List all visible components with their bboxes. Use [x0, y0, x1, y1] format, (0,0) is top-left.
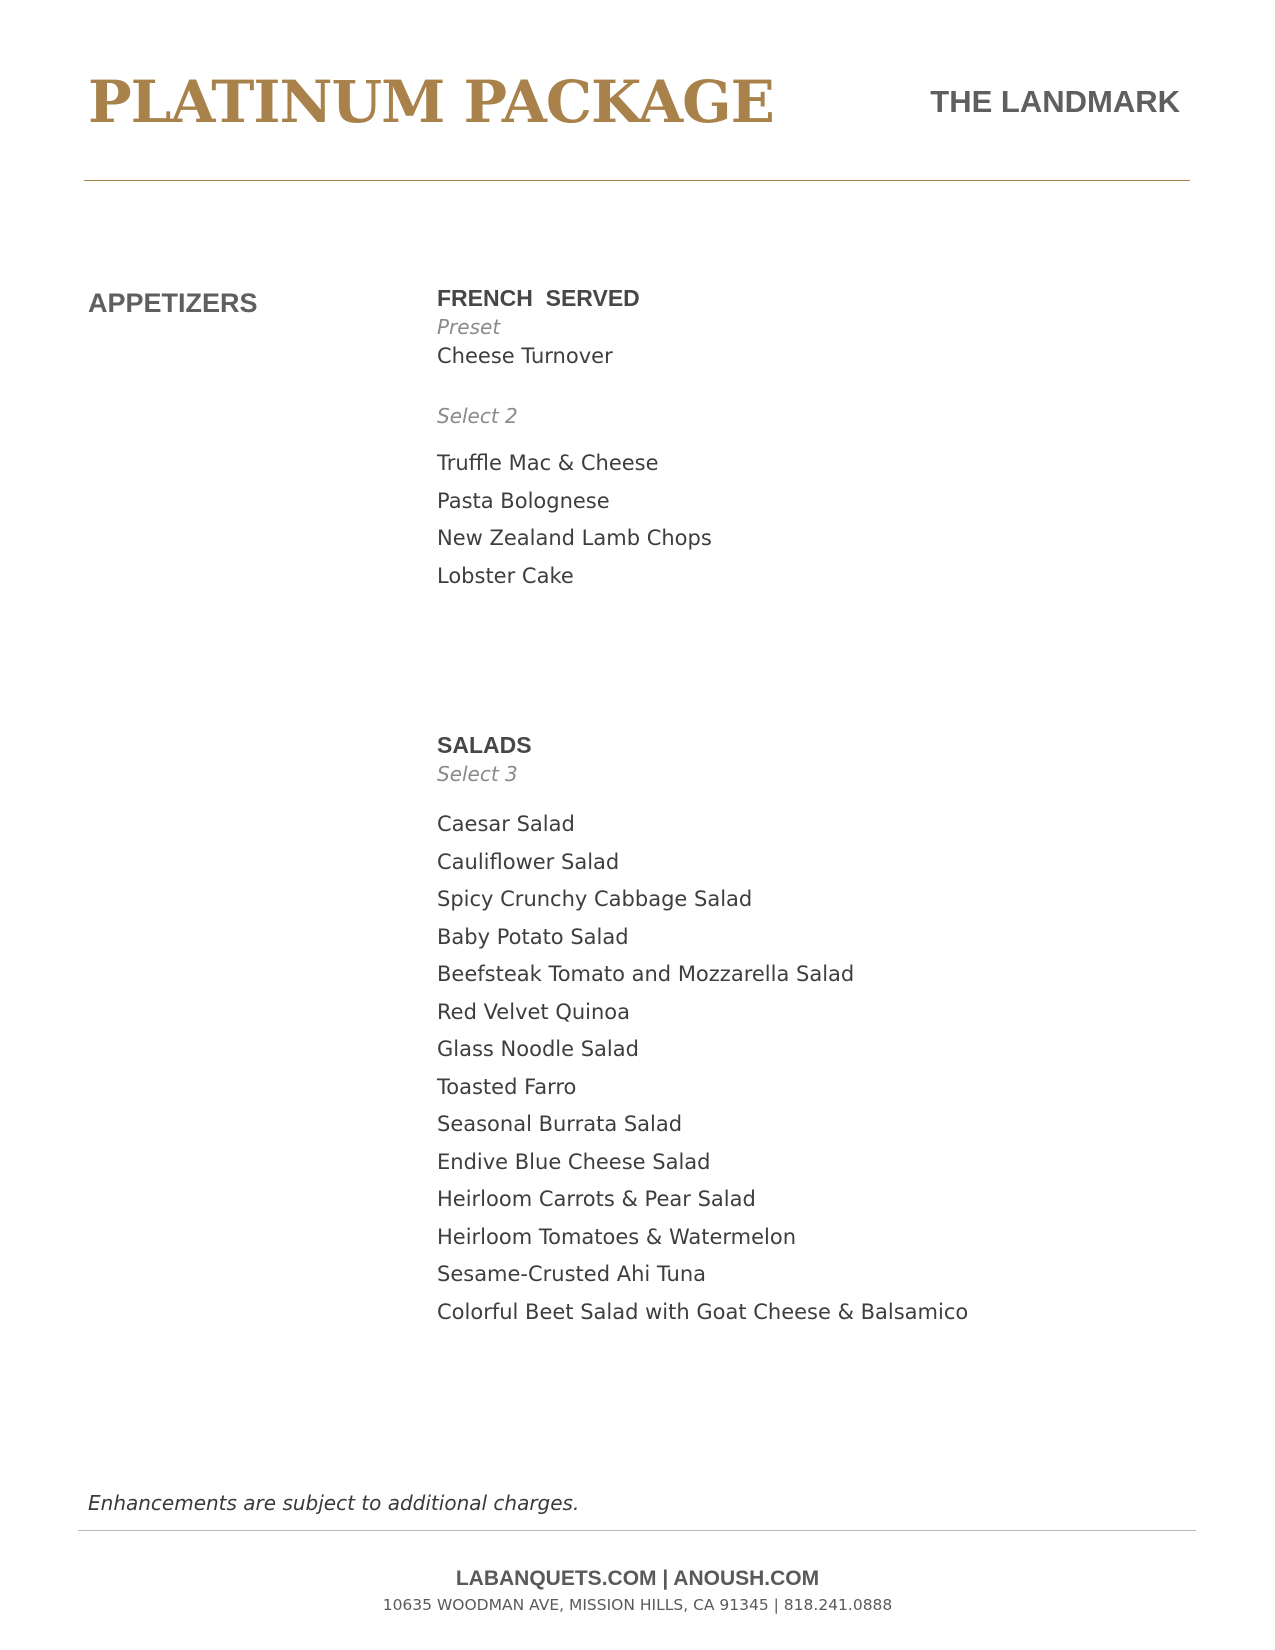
french-served-select-block: [437, 402, 518, 430]
salads-heading: SALADS: [437, 732, 532, 758]
footer-links: LABANQUETS.COM | ANOUSH.COM: [455, 1567, 820, 1590]
package-title: PLATINUM PACKAGE: [88, 68, 774, 136]
list-item: Endive Blue Cheese Salad: [437, 1149, 711, 1174]
list-item: Red Velvet Quinoa: [437, 999, 631, 1024]
list-item: Lobster Cake: [437, 563, 574, 588]
footer-divider: [78, 1530, 1196, 1531]
header-divider: [84, 180, 1190, 181]
list-item: New Zealand Lamb Chops: [437, 526, 712, 550]
french-served-block: [437, 283, 640, 371]
list-item: Toasted Farro: [437, 1074, 577, 1099]
french-served-heading: FRENCH SERVED: [437, 285, 640, 311]
brand-name: THE LANDMARK: [930, 84, 1180, 119]
list-item: Heirloom Carrots & Pear Salad: [437, 1187, 756, 1211]
enhancements-note: Enhancements are subject to additional charges.: [88, 1491, 580, 1515]
list-item: Spicy Crunchy Cabbage Salad: [437, 887, 753, 911]
footer-address: 10635 WOODMAN AVE, MISSION HILLS, CA 91345 | 818.241.0888: [382, 1596, 893, 1614]
preset-label: Preset: [437, 315, 501, 339]
salads-items: [437, 806, 968, 1331]
list-item: Baby Potato Salad: [437, 924, 629, 949]
list-item: Beefsteak Tomato and Mozzarella Salad: [437, 962, 855, 986]
salads-block: [437, 730, 532, 788]
section-label-appetizers: APPETIZERS: [88, 288, 258, 318]
list-item: Sesame-Crusted Ahi Tuna: [437, 1262, 707, 1286]
list-item: Caesar Salad: [437, 812, 575, 836]
list-item: Seasonal Burrata Salad: [437, 1112, 683, 1136]
list-item: Cauliflower Salad: [437, 849, 620, 874]
list-item: Colorful Beet Salad with Goat Cheese & Balsamico: [437, 1299, 969, 1324]
list-item: Pasta Bolognese: [437, 488, 610, 513]
list-item: Truffle Mac & Cheese: [437, 451, 659, 475]
french-served-items: [437, 445, 712, 595]
select-3-label: Select 3: [437, 762, 518, 786]
list-item: Heirloom Tomatoes & Watermelon: [437, 1224, 797, 1249]
preset-item: Cheese Turnover: [437, 344, 613, 368]
select-2-label: Select 2: [437, 404, 518, 428]
list-item: Glass Noodle Salad: [437, 1037, 639, 1061]
